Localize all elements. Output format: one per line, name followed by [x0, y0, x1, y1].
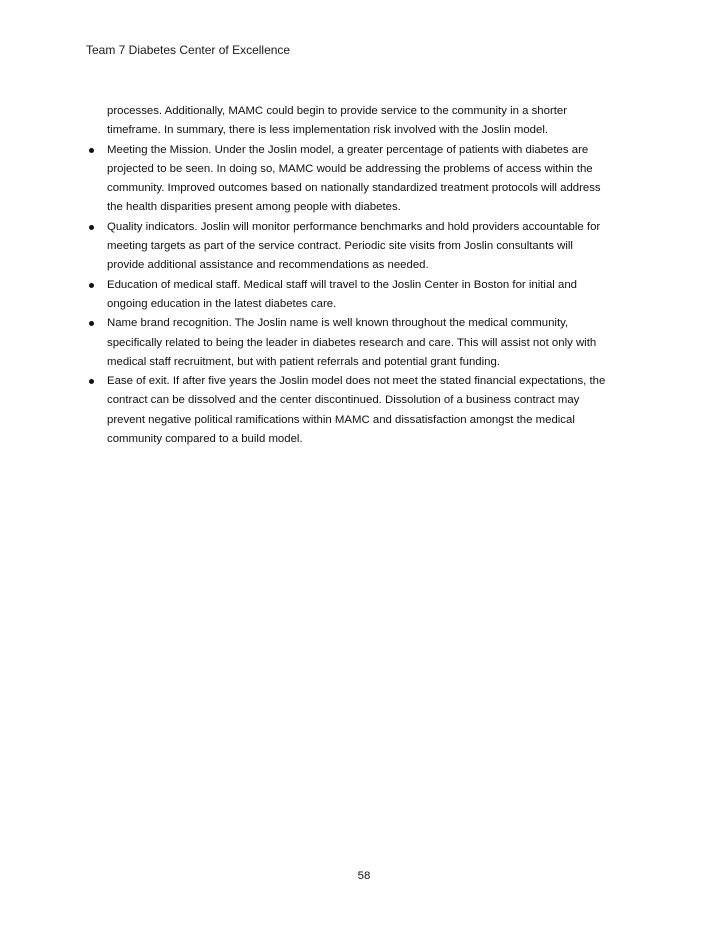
text-line: specifically related to being the leader in diabetes research and care. This will assist not only with	[107, 336, 597, 349]
text-line: timeframe. In summary, there is less implementation risk involved with the Joslin model.	[107, 124, 549, 137]
bullet-icon	[84, 314, 98, 333]
bullet-item-name-brand-recognition	[86, 314, 646, 372]
bullet-icon	[84, 372, 98, 391]
bullet-item-meeting-the-mission	[86, 141, 646, 218]
text-line: the health disparities present among people with diabetes.	[107, 201, 401, 214]
bullet-item-ease-of-exit	[86, 372, 646, 449]
bullet-icon	[84, 218, 98, 237]
bullet-icon	[84, 141, 98, 160]
text-line: community. Improved outcomes based on nationally standardized treatment protocols will address	[107, 182, 601, 195]
bullet-item-quality-indicators	[86, 218, 646, 276]
text-line: community compared to a build model.	[107, 433, 303, 446]
body-text	[86, 102, 646, 449]
bullet-icon	[84, 276, 98, 295]
text-line: meeting targets as part of the service contract. Periodic site visits from Joslin consultants will	[107, 240, 573, 253]
text-line: Meeting the Mission. Under the Joslin model, a greater percentage of patients with diabetes are	[107, 143, 589, 156]
text-line: contract can be dissolved and the center discontinued. Dissolution of a business contract may	[107, 394, 580, 407]
text-line: provide additional assistance and recommendations as needed.	[107, 259, 429, 272]
text-line: medical staff recruitment, but with patient referrals and potential grant funding.	[107, 355, 500, 368]
bullet-item-education-of-medical-staff	[86, 276, 646, 315]
running-header: Team 7 Diabetes Center of Excellence	[86, 43, 291, 57]
text-line: Education of medical staff. Medical staff will travel to the Joslin Center in Boston for initial and	[107, 278, 577, 291]
continuation-paragraph	[86, 102, 646, 141]
text-line: ongoing education in the latest diabetes care.	[107, 297, 337, 310]
text-line: projected to be seen. In doing so, MAMC would be addressing the problems of access within the	[107, 162, 593, 175]
page-number: 58	[357, 870, 371, 882]
text-line: prevent negative political ramifications within MAMC and dissatisfaction amongst the medical	[107, 413, 575, 426]
text-line: Ease of exit. If after five years the Joslin model does not meet the stated financial expectations, the	[107, 375, 606, 388]
text-line: Quality indicators. Joslin will monitor performance benchmarks and hold providers accountable for	[107, 220, 601, 233]
text-line: processes. Additionally, MAMC could begin to provide service to the community in a shorter	[107, 105, 568, 117]
text-line: Name brand recognition. The Joslin name is well known throughout the medical community,	[107, 317, 569, 330]
